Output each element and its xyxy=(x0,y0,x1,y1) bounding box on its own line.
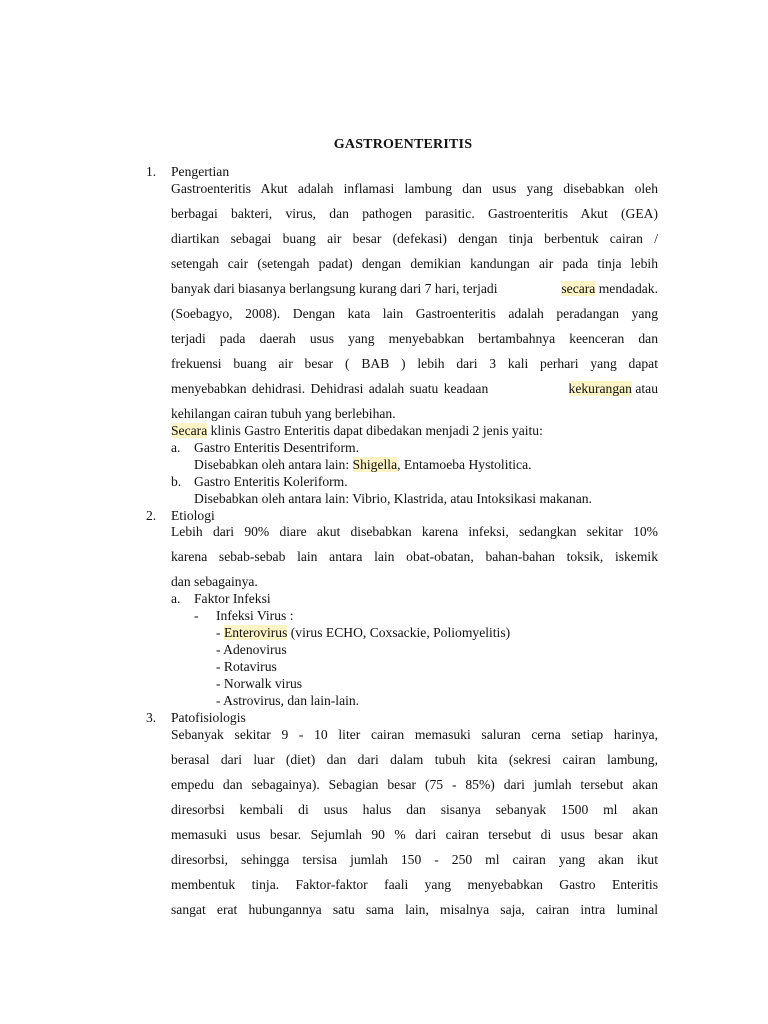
list-item-detail: Disebabkan oleh antara lain: Vibrio, Klastrida, atau Intoksikasi makanan. xyxy=(194,491,592,506)
virus-item: - Rotavirus xyxy=(216,659,277,674)
document-title: GASTROENTERITIS xyxy=(333,137,473,152)
paragraph-line: setengah cair (setengah padat) dengan demikian kandungan air pada tinja lebih xyxy=(171,256,658,271)
paragraph-line xyxy=(171,381,658,397)
line-text: Disebabkan oleh antara lain: xyxy=(194,457,353,472)
paragraph-line: sangat erat hubungannya satu sama lain, misalnya saja, cairan intra luminal xyxy=(171,902,658,917)
paragraph-line: membentuk tinja. Faktor-faktor faali yang menyebabkan Gastro Enteritis xyxy=(171,877,658,892)
section-number: 3. xyxy=(146,710,157,725)
paragraph-line: kehilangan cairan tubuh yang berlebihan. xyxy=(171,406,396,421)
paragraph-line: Sebanyak sekitar 9 - 10 liter cairan memasuki saluran cerna setiap harinya, xyxy=(171,727,658,742)
paragraph-line: berasal dari luar (diet) dan dari dalam tubuh kita (sekresi cairan lambung, xyxy=(171,752,658,767)
jenis-line xyxy=(171,423,543,439)
highlight-secara: secara xyxy=(561,281,596,296)
paragraph-line: (Soebagyo, 2008). Dengan kata lain Gastroenteritis adalah peradangan yang xyxy=(171,306,658,321)
paragraph-line: diresorbsi, sehingga tersisa jumlah 150 - 250 ml cairan yang akan ikut xyxy=(171,852,658,867)
section-heading: Pengertian xyxy=(171,164,230,179)
section-heading: Patofisiologis xyxy=(171,710,246,725)
paragraph-line: dan sebagainya. xyxy=(171,574,258,589)
dash-bullet: - xyxy=(194,608,199,623)
sublist-title: Infeksi Virus : xyxy=(216,608,294,623)
highlight-shigella: Shigella xyxy=(352,457,398,472)
list-item-title: Gastro Enteritis Koleriform. xyxy=(194,474,348,489)
line-text: (virus ECHO, Coxsackie, Poliomyelitis) xyxy=(287,625,511,640)
line-text: klinis Gastro Enteritis dapat dibedakan menjadi 2 jenis yaitu: xyxy=(207,423,543,438)
paragraph-line: empedu dan sebagainya). Sebagian besar (75 - 85%) dari jumlah tersebut akan xyxy=(171,777,658,792)
line-text: - xyxy=(216,625,224,640)
paragraph-line: karena sebab-sebab lain antara lain obat-obatan, bahan-bahan toksik, iskemik xyxy=(171,549,658,564)
line-text: banyak dari biasanya berlangsung kurang dari 7 hari, terjadi xyxy=(171,281,501,296)
paragraph-line: diresorbsi kembali di usus halus dan sisanya sebanyak 1500 ml akan xyxy=(171,802,658,817)
highlight-enterovirus: Enterovirus xyxy=(223,625,288,640)
virus-item: - Astrovirus, dan lain-lain. xyxy=(216,693,360,708)
line-text: mendadak. xyxy=(595,281,658,296)
paragraph-line: terjadi pada daerah usus yang menyebabkan bertambahnya keenceran dan xyxy=(171,331,658,346)
list-label: a. xyxy=(171,440,181,455)
highlight-secara-cap: Secara xyxy=(171,423,208,438)
list-item-title: Gastro Enteritis Desentriform. xyxy=(194,440,359,455)
section-number: 1. xyxy=(146,164,157,179)
virus-item: - Adenovirus xyxy=(216,642,287,657)
list-label: a. xyxy=(171,591,181,606)
virus-item xyxy=(216,625,510,641)
section-heading: Etiologi xyxy=(171,508,215,523)
list-item-detail xyxy=(194,457,532,473)
paragraph-line: diartikan sebagai buang air besar (defekasi) dengan tinja berbentuk cairan / xyxy=(171,231,658,246)
paragraph-line: Lebih dari 90% diare akut disebabkan karena infeksi, sedangkan sekitar 10% xyxy=(171,524,658,539)
list-item-title: Faktor Infeksi xyxy=(194,591,271,606)
list-label: b. xyxy=(171,474,182,489)
line-text: atau xyxy=(631,381,658,396)
line-text: , Entamoeba Hystolitica. xyxy=(397,457,532,472)
paragraph-line: Gastroenteritis Akut adalah inflamasi lambung dan usus yang disebabkan oleh xyxy=(171,181,658,196)
section-number: 2. xyxy=(146,508,157,523)
line-text: menyebabkan dehidrasi. Dehidrasi adalah suatu keadaan xyxy=(171,381,494,396)
highlight-kekurangan: kekurangan xyxy=(568,381,632,396)
paragraph-line xyxy=(171,281,658,297)
paragraph-line: memasuki usus besar. Sejumlah 90 % dari cairan tersebut di usus besar akan xyxy=(171,827,658,842)
paragraph-line: berbagai bakteri, virus, dan pathogen parasitic. Gastroenteritis Akut (GEA) xyxy=(171,206,658,221)
paragraph-line: frekuensi buang air besar ( BAB ) lebih dari 3 kali perhari yang dapat xyxy=(171,356,658,371)
virus-item: - Norwalk virus xyxy=(216,676,303,691)
